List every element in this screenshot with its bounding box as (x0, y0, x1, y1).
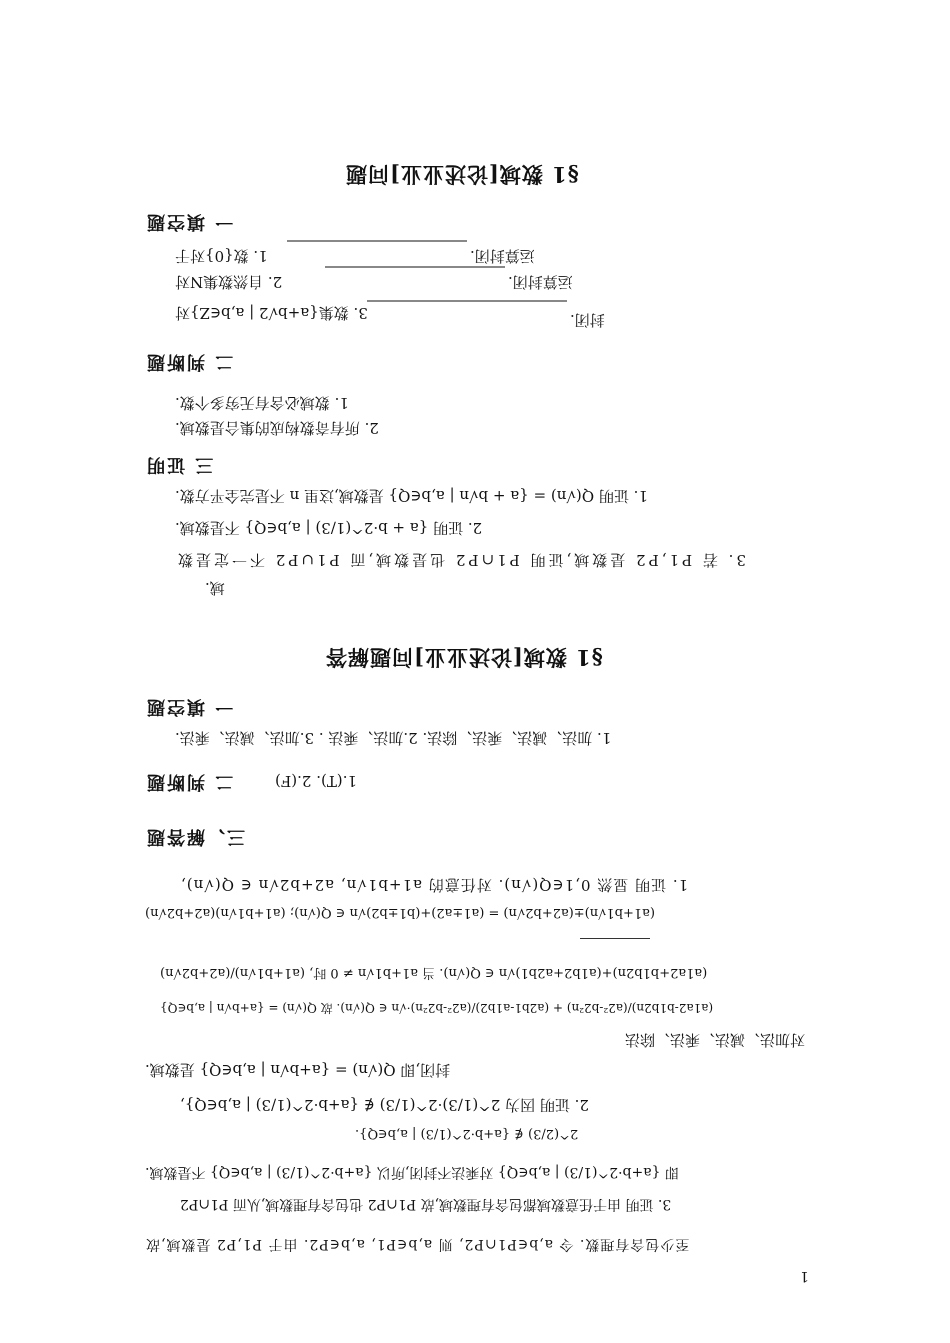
part2-fill-heading: 一 填空题 (145, 696, 234, 717)
part1-fill-item3: 3. 数集{a+b√2 | a,b∈Z}对 (175, 304, 368, 322)
part1-proof-item1: 1. 证明 Q(√n) = {a + b√n | a,b∈Q} 是数域,这里 n 不是完全平方数. (175, 487, 648, 505)
part1-fill-item2-end: 运算封闭. (508, 273, 573, 291)
part1-proof-item3-cont: 域. (205, 579, 225, 597)
part2-title: §1 数域[论述业业]问题解答 (325, 645, 603, 670)
solution-line: (a1a2+b1b2n)+(a1b2+a2b1)√n ∈ Q(√n). 当 a1+b1√n ≠ 0 时, (a1+b1√n)/(a2+b2√n) (160, 965, 708, 980)
part1-fill-item2: 2. 自然数集N对 (175, 273, 283, 291)
solution-line: 至少包含有理数. 令 a,b∈P1∩P2, 则 a,b∈P1, a,b∈P2. 由于 P1,P2 是数域,故 (145, 1236, 690, 1252)
part1-fill-item3-end: 封闭. (570, 311, 605, 329)
part1-title: §1 数域[论述业业]问题 (345, 162, 579, 187)
part2-judge-heading: 二 判断题 (145, 771, 234, 792)
solution-line: 3. 证明 由于任意数域都包含有理数域,故 P1∩P2 也包含有理数域,从而 P1∩P2 (180, 1196, 672, 1212)
solution-line: 封闭,即 Q(√n) = {a+b√n | a,b∈Q} 是数域. (145, 1061, 451, 1079)
solution-line: 2^(2/3) ∉ {a+b·2^(1/3) | a,b∈Q}. (355, 1126, 579, 1141)
part2-fill-answers: 1. 加法、减法、乘法、除法. 2.加法、乘法 . 3.加法、减法、乘法. (175, 729, 612, 747)
answer-blank (287, 240, 467, 242)
solution-line: (a1a2-b1b2n)/(a2²-b2²n) + (a2b1-a1b2)/(a2²-b2²n)·√n ∈ Q(√n). 故 Q(√n) = {a+b√n | a,b∈Q} (160, 1001, 714, 1015)
solution-line: 1. 证明 显然 0,1∈Q(√n). 对任意的 a1+b1√n, a2+b2√n ∈ Q(√n), (180, 876, 689, 894)
page-number: 1 (800, 1268, 809, 1284)
part1-fill-item1: 1. 数{0}对于 (175, 247, 268, 265)
part1-proof-item3: 3. 若 P1,P2 是数域,证明 P1∩P2 也是数域,而 P1∪P2 不一定是数 (175, 551, 746, 569)
fraction-bar (580, 938, 650, 939)
part1-judge-heading: 二 判断题 (145, 351, 234, 372)
answer-blank (367, 300, 567, 302)
part1-fill-heading: 一 填空题 (145, 211, 234, 232)
solution-line: 对加法、减法、乘法、除法 (625, 1031, 806, 1049)
part1-judge-item2: 2. 所有奇数构成的集合是数域. (175, 419, 379, 437)
solution-line: 2. 证明 因为 2^(1/3)·2^(1/3) ∉ {a+b·2^(1/3) | a,b∈Q}, (180, 1096, 589, 1114)
part1-proof-item2: 2. 证明 {a + b·2^(1/3) | a,b∈Q} 不是数域. (175, 519, 483, 537)
part1-proof-heading: 三 证明 (145, 454, 214, 475)
part2-judge-answers: 1.(T). 2.(F) (275, 772, 357, 790)
solution-line: (a1+b1√n)±(a2+b2√n) = (a1±a2)+(b1±b2)√n ∈ Q(√n); (a1+b1√n)(a2+b2√n) (145, 905, 655, 920)
solution-line: 即 {a+b·2^(1/3) | a,b∈Q} 对乘法不封闭,所以 {a+b·2^(1/3) | a,b∈Q} 不是数域. (145, 1164, 679, 1180)
part1-judge-item1: 1. 数域必含有无穷多个数. (175, 394, 349, 412)
part1-fill-item1-end: 运算封闭. (470, 247, 535, 265)
answer-blank (325, 266, 505, 268)
part2-solution-heading: 三、解答题 (145, 826, 245, 847)
